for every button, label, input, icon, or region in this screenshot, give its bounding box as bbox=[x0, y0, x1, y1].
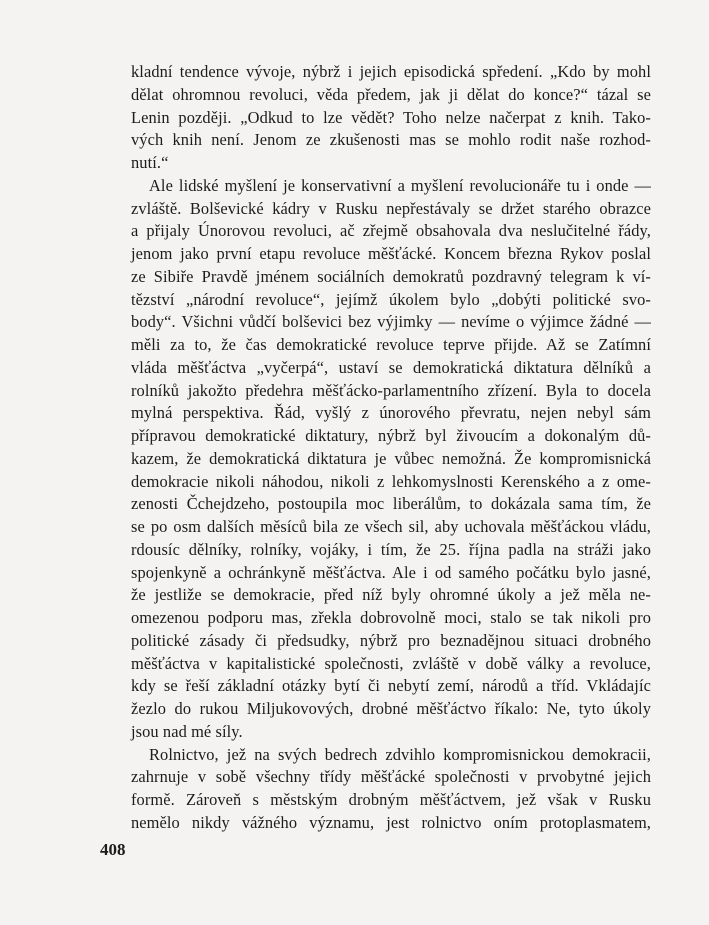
text-line: rolníků jakožto předehra měšťácko-parlamentního zřízení. Byla to docela bbox=[131, 380, 651, 400]
text-line: měšťáctva v kapitalistické společnosti, zvláště v době války a revoluce, bbox=[131, 653, 651, 673]
text-line: ze Sibiře Pravdě jménem sociálních demokratů pozdravný telegram k ví- bbox=[131, 266, 651, 286]
text-line: že jestliže se demokracie, před níž byly ohromné úkoly a jež měla ne- bbox=[131, 585, 651, 605]
text-line: zahrnuje v sobě všechny třídy měšťácké společnosti v prvobytné jejich bbox=[131, 767, 651, 787]
text-line: Lenin později. „Odkud to lze vědět? Toho nelze načerpat z knih. Tako- bbox=[131, 107, 651, 127]
text-line: mylná perspektiva. Řád, vyšlý z únorového převratu, nejen nebyl sám bbox=[131, 403, 651, 423]
text-line: rdousíc dělníky, rolníky, vojáky, i tím, že 25. října padla na stráži jako bbox=[131, 539, 651, 559]
text-line: nemělo nikdy vážného významu, jest rolnictvo oním protoplasmatem, bbox=[131, 812, 651, 832]
text-line: kdy se řeší základní otázky bytí či nebytí zemí, národů a tříd. Vkládajíc bbox=[131, 676, 651, 696]
text-line: body“. Všichni vůdčí bolševici bez výjimky — nevíme o výjimce žádné — bbox=[131, 312, 651, 332]
text-line: spojenkyně a ochránkyně měšťáctva. Ale i od samého počátku bylo jasné, bbox=[131, 562, 651, 582]
text-line: vláda měšťáctva „vyčerpá“, ustaví se demokratická diktatura dělníků a bbox=[131, 357, 651, 377]
text-line: vých knih není. Jenom ze zkušenosti mas se mohlo rodit naše rozhod- bbox=[131, 130, 651, 150]
text-line: jenom jako první etapu revoluce měšťácké. Koncem března Rykov poslal bbox=[131, 244, 651, 263]
text-line: se po osm dalších měsíců bila ze všech sil, aby uchovala měšťáckou vládu, bbox=[131, 517, 651, 536]
body-text bbox=[131, 61, 651, 835]
text-line: kladní tendence vývoje, nýbrž i jejich episodická spředení. „Kdo by mohl bbox=[131, 62, 651, 81]
text-line: zenosti Čchejdzeho, postoupila moc liberálům, to dokázala sama tím, že bbox=[131, 494, 651, 514]
text-line: měli za to, že čas demokratické revoluce teprve přijde. Až se Zatímní bbox=[131, 335, 651, 354]
text-line: politické zásady či předsudky, nýbrž pro beznadějnou situaci drobného bbox=[131, 630, 651, 650]
text-line: formě. Zároveň s městským drobným měšťáctvem, jež však v Rusku bbox=[131, 790, 651, 809]
text-line: a přijaly Únorovou revoluci, ač zřejmě obsahovala dva neslučitelné řády, bbox=[131, 221, 651, 241]
text-line: zvláště. Bolševické kádry v Rusku nepřestávaly se držet starého obrazce bbox=[131, 198, 651, 218]
text-line: přípravou demokratické diktatury, nýbrž byl živoucím a dokonalým dů- bbox=[131, 426, 651, 445]
text-line: tězství „národní revoluce“, jejímž úkolem bylo „dobýti politické svo- bbox=[131, 289, 651, 309]
page-number: 408 bbox=[100, 840, 126, 859]
text-line: nutí.“ bbox=[131, 153, 169, 172]
text-line: omezenou podporu mas, zřekla dobrovolně moci, stalo se tak nikoli pro bbox=[131, 608, 651, 627]
text-line: jsou nad mé síly. bbox=[131, 721, 243, 741]
text-line: kazem, že demokratická diktatura je vůbec nemožná. Že kompromisnická bbox=[131, 448, 651, 468]
text-line: dělat ohromnou revoluci, věda předem, jak ji dělat do konce?“ tázal se bbox=[131, 84, 651, 104]
text-line: žezlo do rukou Miljukovových, drobné měšťáctvo říkalo: Ne, tyto úkoly bbox=[131, 699, 651, 718]
text-line: demokracie nikoli náhodou, nikoli z lehkomyslnosti Kerenského a z ome- bbox=[131, 471, 651, 491]
text-line: Ale lidské myšlení je konservativní a myšlení revolucionáře tu i onde — bbox=[149, 175, 651, 195]
text-line: Rolnictvo, jež na svých bedrech zdvihlo kompromisnickou demokracii, bbox=[149, 744, 651, 764]
